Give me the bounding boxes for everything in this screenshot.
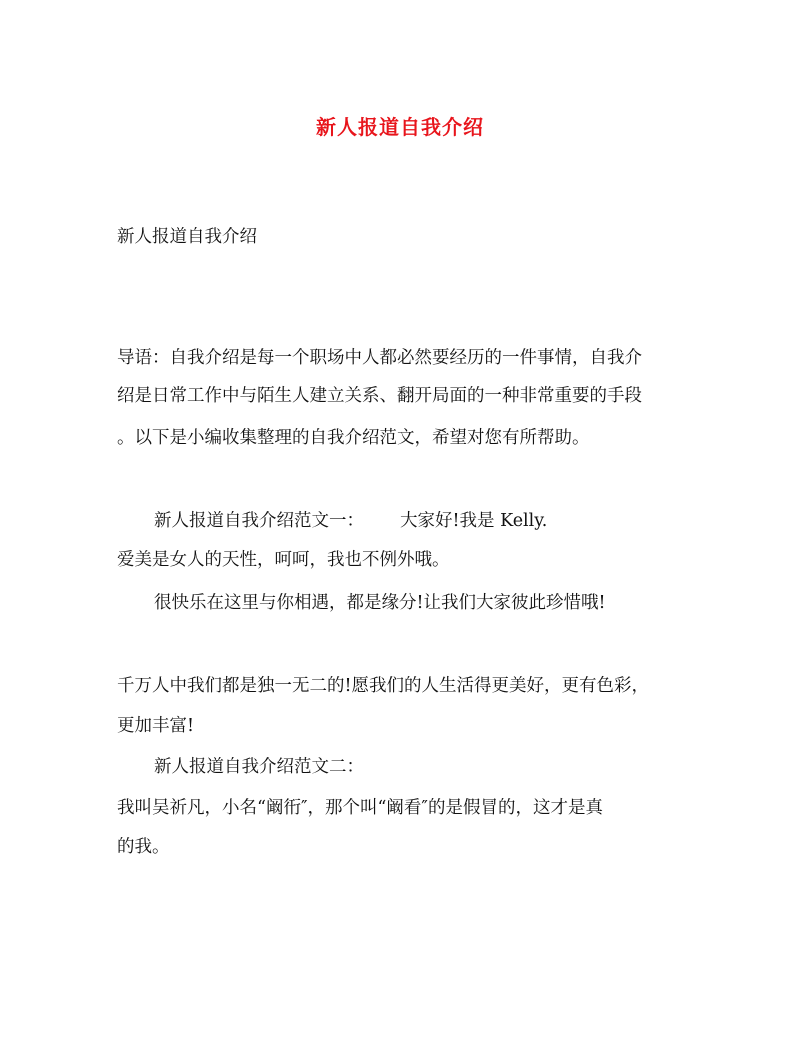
example1-heading: 新人报道自我介绍范文一： — [154, 511, 364, 531]
example2-line-2: 的我。 — [117, 837, 170, 857]
document-title: 新人报道自我介绍 — [316, 115, 484, 139]
example2-line-1: 我叫吴祈凡，小名“阚衎″，那个叫“阚看″的是假冒的，这才是真 — [117, 798, 603, 818]
example1-line-4: 更加丰富! — [117, 716, 195, 736]
example1-line-3: 千万人中我们都是独一无二的!愿我们的人生活得更美好，更有色彩， — [117, 676, 650, 696]
intro-line-2: 绍是日常工作中与陌生人建立关系、翻开局面的一种非常重要的手段 — [117, 386, 642, 406]
example1-heading-row — [154, 509, 547, 533]
example1-line-2: 很快乐在这里与你相遇，都是缘分!让我们大家彼此珍惜哦! — [154, 593, 606, 613]
intro-line-1: 导语：自我介绍是每一个职场中人都必然要经历的一件事情，自我介 — [117, 348, 642, 368]
example1-greeting: 大家好!我是 Kelly. — [400, 511, 548, 531]
example1-line-1: 爱美是女人的天性，呵呵，我也不例外哦。 — [117, 550, 450, 570]
document-subtitle: 新人报道自我介绍 — [117, 227, 257, 247]
example2-heading: 新人报道自我介绍范文二： — [154, 757, 364, 777]
intro-line-3: 。以下是小编收集整理的自我介绍范文，希望对您有所帮助。 — [117, 428, 590, 448]
